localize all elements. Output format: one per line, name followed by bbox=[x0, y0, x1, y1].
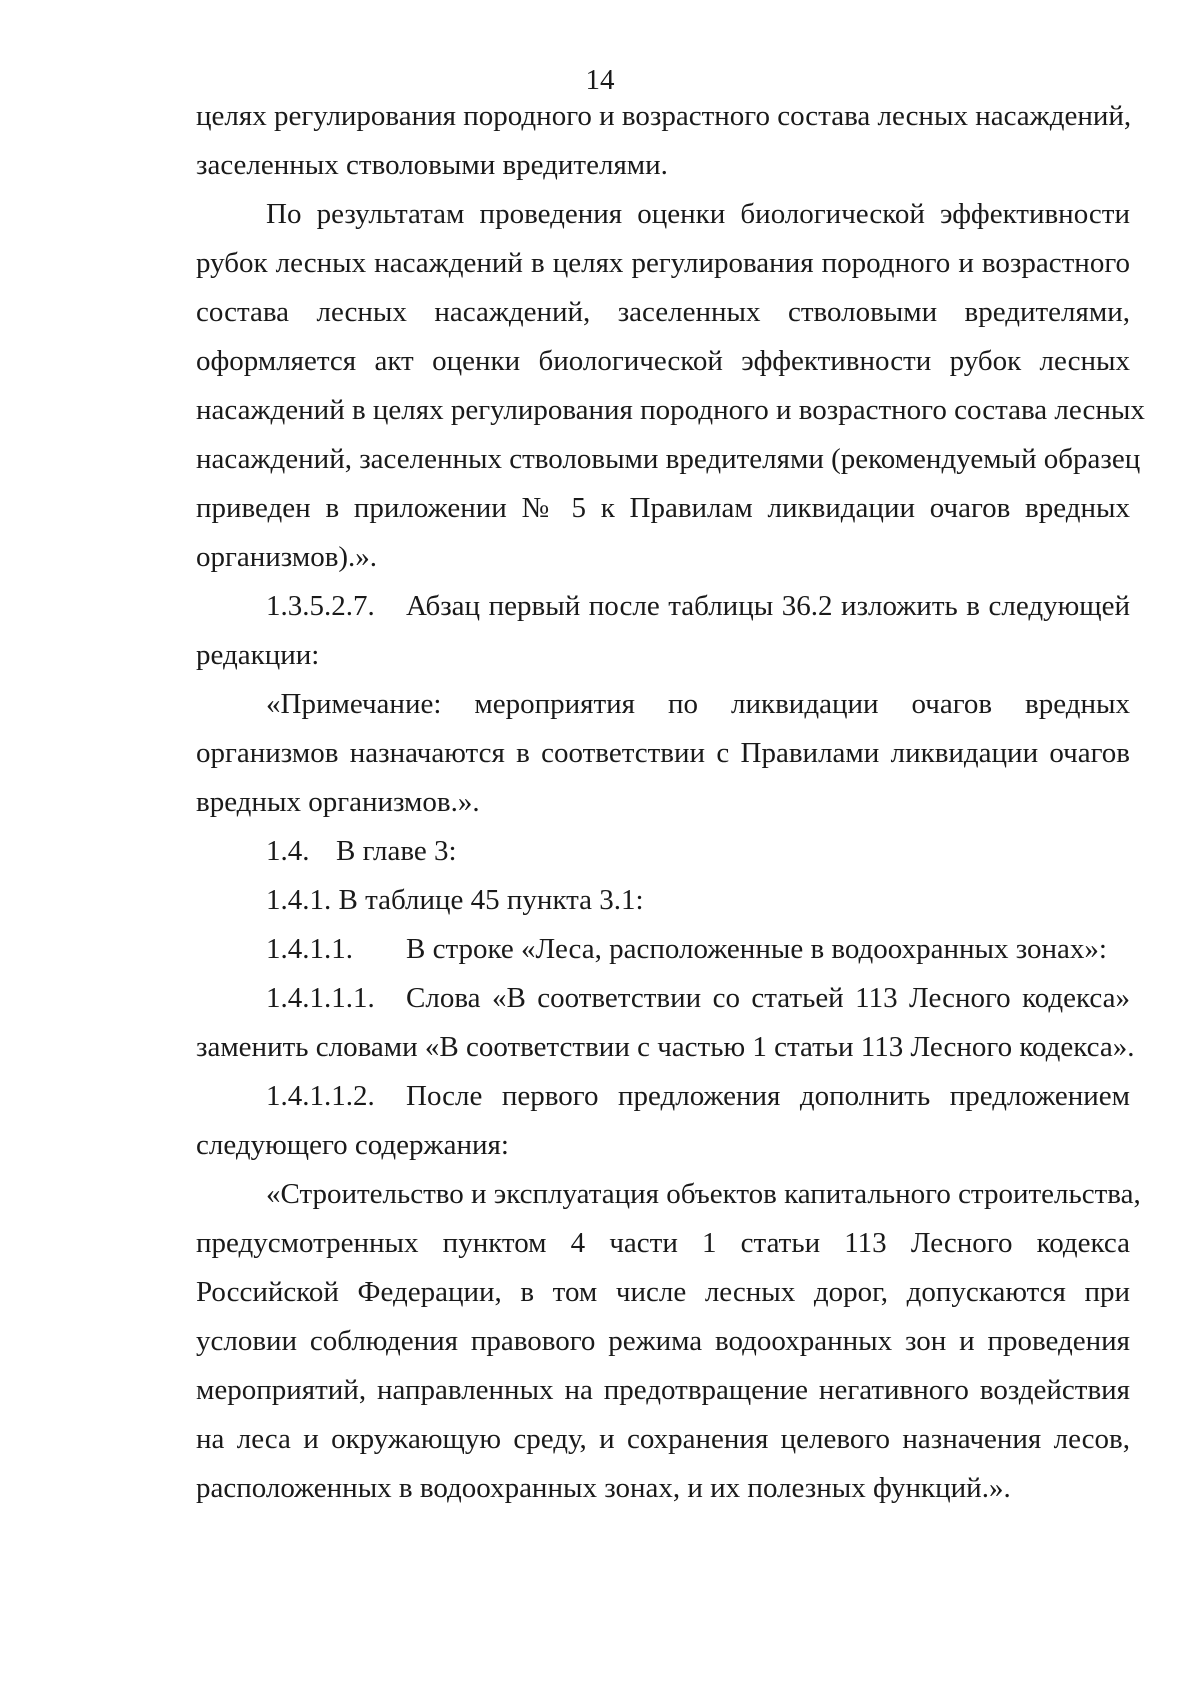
paragraph-number: 1.3.5.2.7. bbox=[266, 590, 375, 622]
text-line: организмов).». bbox=[196, 541, 378, 573]
text-line: насаждений в целях регулирования породного и возрастного состава лесных bbox=[196, 394, 1145, 426]
numbered-paragraph bbox=[196, 974, 1130, 1023]
text-line: насаждений, заселенных стволовыми вредителями (рекомендуемый образец bbox=[196, 443, 1141, 475]
text-line: на леса и окружающую среду, и сохранения целевого назначения лесов, bbox=[196, 1423, 1130, 1455]
text-line: целях регулирования породного и возрастного состава лесных насаждений, bbox=[196, 100, 1132, 132]
text-line: Слова «В соответствии со статьей 113 Лесного кодекса» bbox=[406, 982, 1130, 1014]
text-line: приведен в приложении № 5 к Правилам ликвидации очагов вредных bbox=[196, 492, 1130, 524]
text-line: заселенных стволовыми вредителями. bbox=[196, 149, 668, 181]
numbered-paragraph bbox=[196, 925, 1130, 974]
paragraph-number: 1.4.1.1.1. bbox=[266, 982, 375, 1014]
text-line: В строке «Леса, расположенные в водоохранных зонах»: bbox=[406, 933, 1107, 965]
text-line: организмов назначаются в соответствии с Правилами ликвидации очагов bbox=[196, 737, 1130, 769]
text-line: 1.4.1. В таблице 45 пункта 3.1: bbox=[266, 884, 644, 916]
text-line: расположенных в водоохранных зонах, и их полезных функций.». bbox=[196, 1472, 1011, 1504]
numbered-paragraph bbox=[196, 827, 1130, 876]
numbered-paragraph bbox=[196, 1072, 1130, 1121]
text-line: состава лесных насаждений, заселенных стволовыми вредителями, bbox=[196, 296, 1130, 328]
text-line: рубок лесных насаждений в целях регулирования породного и возрастного bbox=[196, 247, 1130, 279]
text-line: По результатам проведения оценки биологической эффективности bbox=[266, 198, 1130, 230]
text-line: заменить словами «В соответствии с частью 1 статьи 113 Лесного кодекса». bbox=[196, 1031, 1135, 1063]
text-line: мероприятий, направленных на предотвращение негативного воздействия bbox=[196, 1374, 1130, 1406]
paragraph-number: 1.4. bbox=[266, 835, 310, 867]
text-line: Российской Федерации, в том числе лесных дорог, допускаются при bbox=[196, 1276, 1130, 1308]
text-line: предусмотренных пунктом 4 части 1 статьи 113 Лесного кодекса bbox=[196, 1227, 1130, 1259]
paragraph-number: 1.4.1.1. bbox=[266, 933, 353, 965]
text-line: условии соблюдения правового режима водоохранных зон и проведения bbox=[196, 1325, 1130, 1357]
text-line: Абзац первый после таблицы 36.2 изложить в следующей bbox=[406, 590, 1130, 622]
text-line: После первого предложения дополнить предложением bbox=[406, 1080, 1130, 1112]
text-line: оформляется акт оценки биологической эффективности рубок лесных bbox=[196, 345, 1130, 377]
paragraph-number: 1.4.1.1.2. bbox=[266, 1080, 375, 1112]
text-line: «Примечание: мероприятия по ликвидации очагов вредных bbox=[266, 688, 1130, 720]
numbered-paragraph bbox=[196, 582, 1130, 631]
document-body bbox=[196, 92, 1145, 1513]
page-number: 14 bbox=[585, 64, 615, 96]
text-line: следующего содержания: bbox=[196, 1129, 509, 1161]
text-line: вредных организмов.». bbox=[196, 786, 480, 818]
text-line: В главе 3: bbox=[336, 835, 457, 867]
text-line: редакции: bbox=[196, 639, 320, 671]
text-line: «Строительство и эксплуатация объектов капитального строительства, bbox=[266, 1178, 1141, 1210]
